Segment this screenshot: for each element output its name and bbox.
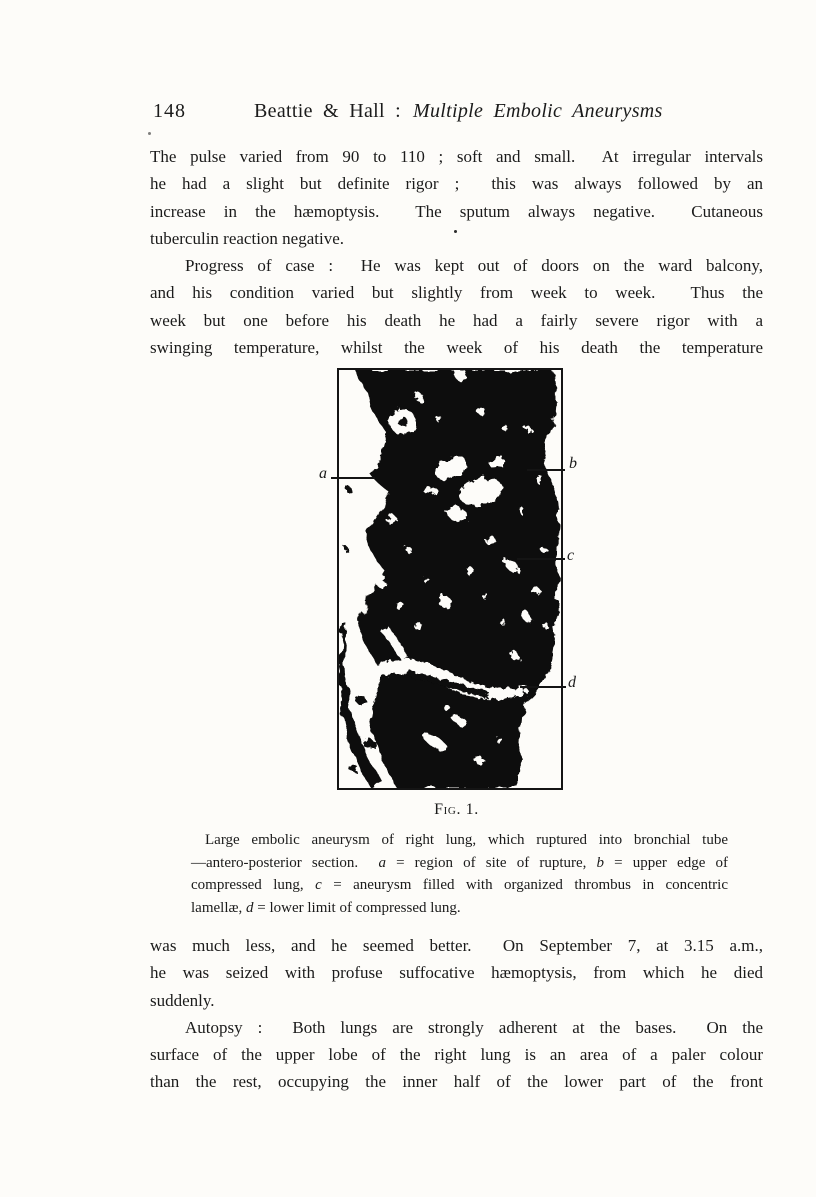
figure-label-c: c xyxy=(567,547,575,564)
figure-leader-line-b xyxy=(527,469,565,471)
running-head-authors: Beattie & Hall : xyxy=(254,100,401,122)
text-segment: he had a slight but definite rigor ; this was always followed by an xyxy=(150,174,763,194)
text-segment: The pulse varied from 90 to 110 ; soft and small. At irregular intervals xyxy=(150,147,763,166)
text-segment: = lower limit of compressed lung. xyxy=(253,899,461,916)
body-text-line xyxy=(150,932,763,959)
text-segment: than the rest, occupying the inner half of the lower part of the front xyxy=(150,1072,763,1092)
text-segment: lamellæ, xyxy=(191,899,246,916)
text-segment: and his condition varied but slightly from week to week. Thus the xyxy=(150,283,763,303)
ink-speck xyxy=(454,230,457,233)
running-head-title: Multiple Embolic Aneurysms xyxy=(413,100,663,122)
text-segment: Progress of case : He was kept out of doors on the ward balcony, xyxy=(185,256,763,276)
body-text-line xyxy=(150,170,763,197)
body-text-line xyxy=(150,1041,763,1068)
ink-speck xyxy=(148,132,151,135)
text-segment: surface of the upper lobe of the right lung is an area of a paler colour xyxy=(150,1045,763,1065)
italic-term: c xyxy=(315,877,322,893)
body-text-line xyxy=(150,198,763,225)
text-segment: = aneurysm filled with organized thrombus in concentric xyxy=(321,877,728,893)
figure-label-d: d xyxy=(568,674,576,691)
figure-frame xyxy=(337,368,563,790)
text-segment: suddenly. xyxy=(150,990,215,1010)
text-segment: week but one before his death he had a fairly severe rigor with a xyxy=(150,310,763,330)
body-text-line xyxy=(150,225,763,252)
body-text-lower xyxy=(150,932,763,1096)
body-text-line xyxy=(150,279,763,306)
body-text-line xyxy=(150,334,763,361)
italic-term: a xyxy=(378,854,386,871)
figure-label-b: b xyxy=(569,455,577,472)
body-text-line xyxy=(150,1014,763,1041)
text-segment: swinging temperature, whilst the week of his death the temperature xyxy=(150,338,763,358)
legend-line xyxy=(191,874,728,897)
body-text-line xyxy=(150,252,763,279)
figure-legend xyxy=(191,829,728,919)
figure-caption xyxy=(150,801,763,819)
text-segment: = region of site of rupture, xyxy=(385,854,597,871)
text-segment: = upper edge of xyxy=(604,854,729,871)
italic-term: d xyxy=(246,899,254,916)
text-segment: Large embolic aneurysm of right lung, which ruptured into bronchial tube xyxy=(205,832,728,848)
figure-caption-text: Fig. 1. xyxy=(434,801,479,818)
page-number: 148 xyxy=(153,100,186,122)
figure-label-a: a xyxy=(319,465,327,482)
body-text-line xyxy=(150,1068,763,1095)
lung-photograph xyxy=(339,370,561,788)
legend-line xyxy=(191,852,728,875)
text-segment: tuberculin reaction negative. xyxy=(150,228,344,248)
body-text-line xyxy=(150,959,763,986)
legend-line xyxy=(191,897,728,920)
text-segment: —antero-posterior section. xyxy=(191,854,379,871)
text-segment: Autopsy : Both lungs are strongly adherent at the bases. On the xyxy=(185,1017,763,1037)
body-text-line xyxy=(150,987,763,1014)
text-segment: compressed lung, xyxy=(191,877,316,893)
running-head xyxy=(153,100,765,123)
legend-line xyxy=(191,829,728,852)
body-text-line xyxy=(150,143,763,170)
body-text-upper xyxy=(150,143,763,361)
italic-term: b xyxy=(596,854,605,871)
text-segment: was much less, and he seemed better. On September 7, at 3.15 a.m., xyxy=(150,936,763,955)
text-segment: increase in the hæmoptysis. The sputum always negative. Cutaneous xyxy=(150,201,763,221)
text-segment: he was seized with profuse suffocative hæmoptysis, from which he died xyxy=(150,963,763,983)
figure-leader-line-c xyxy=(517,558,565,560)
figure-leader-line-d xyxy=(520,686,566,688)
body-text-line xyxy=(150,307,763,334)
figure-leader-line-a xyxy=(331,477,375,479)
